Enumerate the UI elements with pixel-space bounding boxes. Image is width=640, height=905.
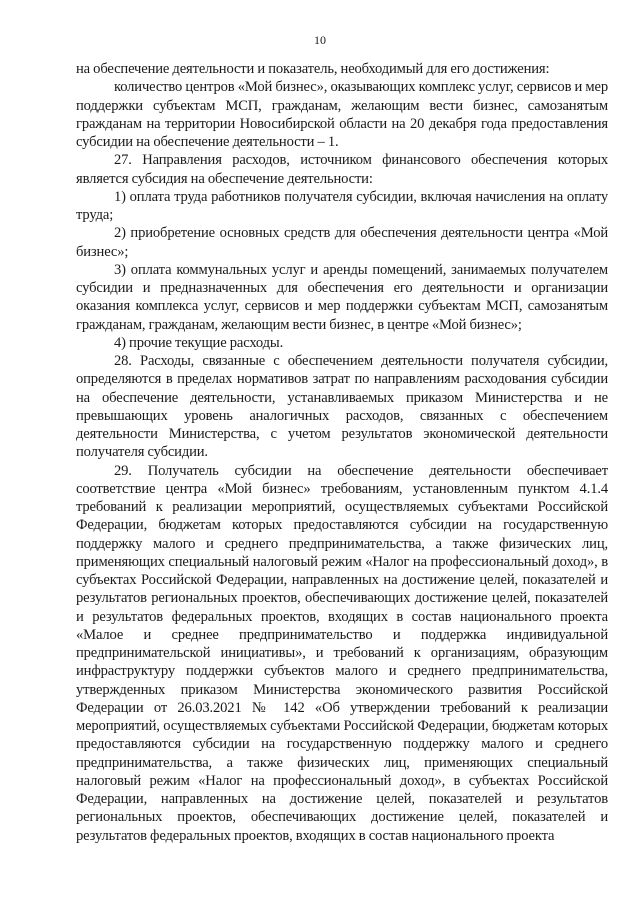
list-item-2: 2) приобретение основных средств для обеспечения деятельности центра «Мой бизнес»;	[76, 225, 608, 260]
paragraph-28: 28. Расходы, связанные с обеспечением деятельности получателя субсидии, определяются в пределах нормативов затрат по направлениям расходования субсидии на обеспечение деятельности, устанавливаемых приказом Министерства и не превышающих уровень аналогичных расходов, связанных с обеспечением деятельности Министерства, с учетом результатов экономической деятельности получателя субсидии.	[76, 353, 608, 461]
paragraph-29: 29. Получатель субсидии на обеспечение деятельности обеспечивает соответствие центра «Мой бизнес» требованиям, установленным пунктом 4.1.4 требований к реализации мероприятий, осуществляемых субъектами Российской Федерации, бюджетам которых предоставляются субсидии на государственную поддержку малого и среднего предпринимательства, а также физических лиц, применяющих специальный налоговый режим «Налог на профессиональный доход», в субъектах Российской Федерации, направленных на достижение целей, показателей и результатов региональных проектов, обеспечивающих достижение целей, показателей и результатов федеральных проектов, входящих в состав национального проекта «Малое и среднее предпринимательство и поддержка индивидуальной предпринимательской инициативы», и требований к организациям, образующим инфраструктуру поддержки субъектов малого и среднего предпринимательства, утвержденных приказом Министерства экономического развития Российской Федерации от 26.03.2021 № 142 «Об утверждении требований к реализации мероприятий, осуществляемых субъектами Российской Федерации, бюджетам которых предоставляются субсидии на государственную поддержку малого и среднего предпринимательства, а также физических лиц, применяющих специальный налоговый режим «Налог на профессиональный доход», в субъектах Российской Федерации, направленных на достижение целей, показателей и результатов региональных проектов, обеспечивающих достижение целей, показателей и результатов федеральных проектов, входящих в состав национального проекта	[76, 462, 608, 844]
document-body	[76, 60, 608, 845]
list-item-4: 4) прочие текущие расходы.	[114, 334, 284, 351]
paragraph-continuation: на обеспечение деятельности и показатель, необходимый для его достижения:	[76, 61, 550, 77]
paragraph-centers-count: количество центров «Мой бизнес», оказывающих комплекс услуг, сервисов и мер поддержки субъектам МСП, гражданам, желающим вести бизнес, самозанятым гражданам на территории Новосибирской области на 20 декабря года предоставления субсидии на обеспечение деятельности – 1.	[76, 79, 608, 150]
paragraph-27: 27. Направления расходов, источником финансового обеспечения которых является субсидия на обеспечение деятельности:	[76, 152, 608, 187]
list-item-3: 3) оплата коммунальных услуг и аренды помещений, занимаемых получателем субсидии и предназначенных для обеспечения его деятельности и организации оказания комплекса услуг, сервисов и мер поддержки субъектам МСП, самозанятым гражданам, гражданам, желающим вести бизнес, в центре «Мой бизнес»;	[76, 261, 608, 333]
page-number: 10	[314, 33, 326, 47]
list-item-1: 1) оплата труда работников получателя субсидии, включая начисления на оплату труда;	[76, 188, 608, 223]
